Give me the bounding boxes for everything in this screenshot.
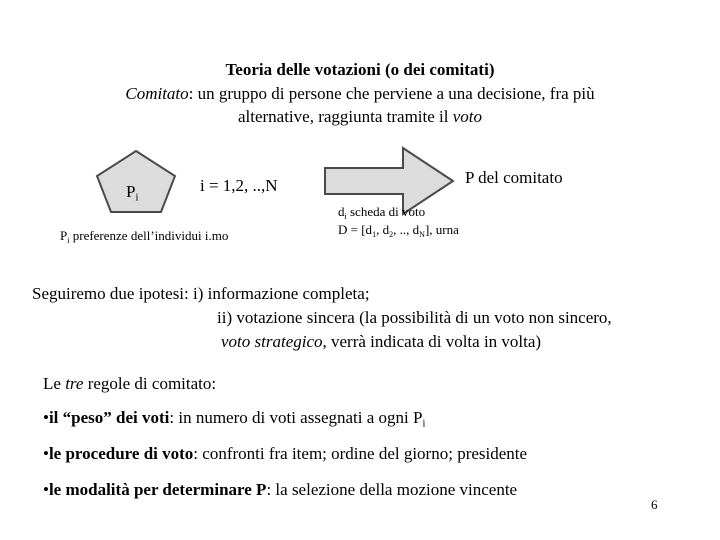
hypotheses-line-3 [221,332,541,352]
rule-item-1-bold: il “peso” dei voti [48,408,170,427]
rules-intro [43,374,216,394]
definition-term-voto: voto [452,107,483,126]
rule-item-3-bold: le modalità per determinare P [48,480,267,499]
rule-item-1 [43,408,425,428]
slide-title: Teoria delle votazioni (o dei comitati) [225,60,495,79]
rules-intro-term: tre [65,374,84,393]
pentagon-label [126,182,138,202]
rules-intro-prefix: Le [43,374,66,393]
arrow-label: P del comitato [465,168,563,187]
urn-caption-sub-2: 2 [389,229,394,239]
hypotheses-line-1: Seguiremo due ipotesi: i) informazione completa; [32,284,370,303]
preferences-caption-sub: i [67,235,70,245]
urn-caption-sub-3: N [419,229,425,239]
rules-intro-text: regole di comitato: [83,374,217,393]
preferences-caption-p: P [60,228,68,243]
ballot-caption [338,204,425,220]
page-number: 6 [651,497,658,512]
hypotheses-line-2: ii) votazione sincera (la possibilità di un voto non sincero, [217,308,612,327]
pentagon-label-sub: i [135,192,139,204]
rule-item-3-text: : la selezione della mozione vincente [266,480,518,499]
rule-item-2-text: : confronti fra item; ordine del giorno; presidente [193,444,528,463]
ballot-caption-text: scheda di voto [346,204,426,219]
hypotheses-term: voto strategico [221,332,323,351]
urn-caption-part-2: , d [376,222,390,237]
rule-item-2-bold: le procedure di voto [48,444,194,463]
pentagon-label-text: P [126,182,136,201]
rule-item-1-text: : in numero di voti assegnati a ogni P [169,408,423,427]
urn-caption-sub-1: 1 [372,229,377,239]
index-label: i = 1,2, ..,N [200,176,278,195]
urn-caption [338,222,459,238]
hypotheses-line-3-text: , verrà indicata di volta in volta) [322,332,542,351]
rule-item-2 [43,444,527,464]
ballot-caption-d: d [338,204,345,219]
preferences-caption [60,228,228,244]
bullet: • [43,408,49,427]
preferences-caption-text: preferenze dell’individui i.mo [69,228,229,243]
urn-caption-part-1: D = [d [338,222,373,237]
rule-item-3 [43,480,517,500]
urn-caption-part-3: , .., d [393,222,420,237]
definition-term: Comitato [125,84,189,103]
ballot-caption-sub: i [344,211,347,221]
bullet: • [43,444,49,463]
definition-text-2: alternative, raggiunta tramite il [237,107,453,126]
rule-item-1-sub: i [422,418,426,430]
urn-caption-part-4: ], urna [424,222,459,237]
bullet: • [43,480,49,499]
definition-text: : un gruppo di persone che perviene a una decisione, fra più [188,84,595,103]
